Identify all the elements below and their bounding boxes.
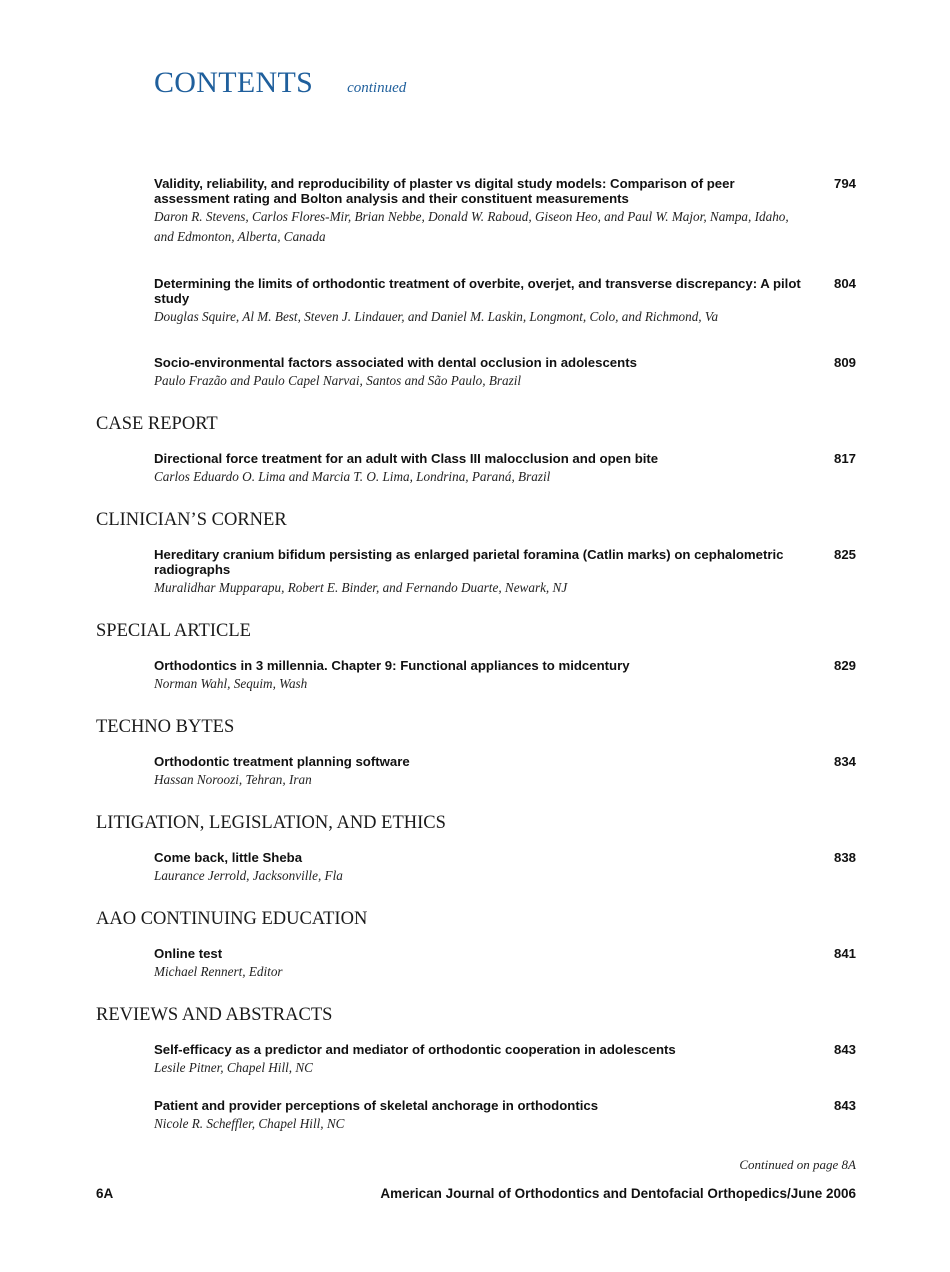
article-authors: Laurance Jerrold, Jacksonville, Fla [154, 868, 343, 883]
continued-on-note: Continued on page 8A [739, 1157, 856, 1172]
article-title[interactable]: Online test [154, 946, 223, 961]
folio-page-label: 6A [96, 1186, 114, 1201]
toc-entry[interactable] [154, 946, 856, 982]
article-title[interactable]: Directional force treatment for an adult with Class III malocclusion and open bite [154, 451, 659, 466]
toc-entry[interactable] [154, 1042, 856, 1078]
article-title[interactable]: Self-efficacy as a predictor and mediator of orthodontic cooperation in adolescents [154, 1042, 676, 1057]
article-authors: Michael Rennert, Editor [154, 964, 283, 979]
section-heading: CLINICIAN’S CORNER [96, 510, 287, 530]
article-title[interactable]: Determining the limits of orthodontic treatment of overbite, overjet, and transverse discrepancy: A pilot study [154, 276, 801, 306]
toc-entry[interactable] [154, 451, 856, 487]
section-heading: SPECIAL ARTICLE [96, 621, 251, 641]
section-heading: TECHNO BYTES [96, 717, 235, 737]
section-heading: CASE REPORT [96, 414, 218, 434]
journal-running-footer: American Journal of Orthodontics and Dentofacial Orthopedics/June 2006 [380, 1186, 856, 1201]
toc-entry[interactable] [154, 176, 856, 247]
article-title[interactable]: Socio-environmental factors associated with dental occlusion in adolescents [154, 355, 637, 370]
toc-entry[interactable] [154, 276, 856, 327]
toc-entry[interactable] [154, 1098, 856, 1134]
article-authors: Daron R. Stevens, Carlos Flores-Mir, Brian Nebbe, Donald W. Raboud, Giseon Heo, and Paul W. Major, Nampa, Idaho, and Edmonton, Alberta, Canada [154, 209, 789, 244]
toc-entry[interactable] [154, 754, 856, 790]
article-authors: Carlos Eduardo O. Lima and Marcia T. O. Lima, Londrina, Paraná, Brazil [154, 469, 551, 484]
toc-entry[interactable] [154, 658, 856, 694]
article-authors: Lesile Pitner, Chapel Hill, NC [154, 1060, 313, 1075]
toc-body [96, 176, 856, 1134]
toc-entry[interactable] [154, 850, 856, 886]
section-heading: LITIGATION, LEGISLATION, AND ETHICS [96, 813, 446, 833]
article-title[interactable]: Hereditary cranium bifidum persisting as enlarged parietal foramina (Catlin marks) on cephalometric radiographs [154, 547, 784, 577]
toc-entry[interactable] [154, 355, 856, 391]
contents-title: CONTENTS [154, 66, 314, 99]
article-title[interactable]: Orthodontics in 3 millennia. Chapter 9: Functional appliances to midcentury [154, 658, 630, 673]
contents-continued-label: continued [347, 80, 407, 96]
page-number: 838 [833, 850, 856, 865]
article-title[interactable]: Patient and provider perceptions of skeletal anchorage in orthodontics [154, 1098, 599, 1113]
page-number: 804 [833, 276, 856, 291]
page-number: 843 [833, 1098, 856, 1113]
article-title[interactable]: Come back, little Sheba [154, 850, 303, 865]
article-authors: Douglas Squire, Al M. Best, Steven J. Lindauer, and Daniel M. Laskin, Longmont, Colo, and Richmond, Va [154, 309, 719, 324]
article-title[interactable]: Validity, reliability, and reproducibility of plaster vs digital study models: Comparison of peer assessment rating and Bolton analysis and their constituent measurements [154, 176, 735, 206]
toc-entry[interactable] [154, 547, 856, 598]
page-number: 829 [833, 658, 856, 673]
article-authors: Norman Wahl, Sequim, Wash [154, 676, 308, 691]
article-authors: Hassan Noroozi, Tehran, Iran [154, 772, 312, 787]
section-heading: AAO CONTINUING EDUCATION [96, 909, 368, 929]
section-heading: REVIEWS AND ABSTRACTS [96, 1005, 333, 1025]
page-number: 794 [833, 176, 856, 191]
page-header [154, 66, 406, 100]
article-authors: Muralidhar Mupparapu, Robert E. Binder, and Fernando Duarte, Newark, NJ [154, 580, 568, 595]
article-authors: Nicole R. Scheffler, Chapel Hill, NC [154, 1116, 345, 1131]
page-number: 843 [833, 1042, 856, 1057]
article-authors: Paulo Frazão and Paulo Capel Narvai, Santos and São Paulo, Brazil [154, 373, 522, 388]
page-number: 817 [833, 451, 856, 466]
article-title[interactable]: Orthodontic treatment planning software [154, 754, 410, 769]
page-number: 834 [833, 754, 856, 769]
page-number: 825 [833, 547, 856, 562]
page-number: 841 [833, 946, 856, 961]
page-number: 809 [833, 355, 856, 370]
